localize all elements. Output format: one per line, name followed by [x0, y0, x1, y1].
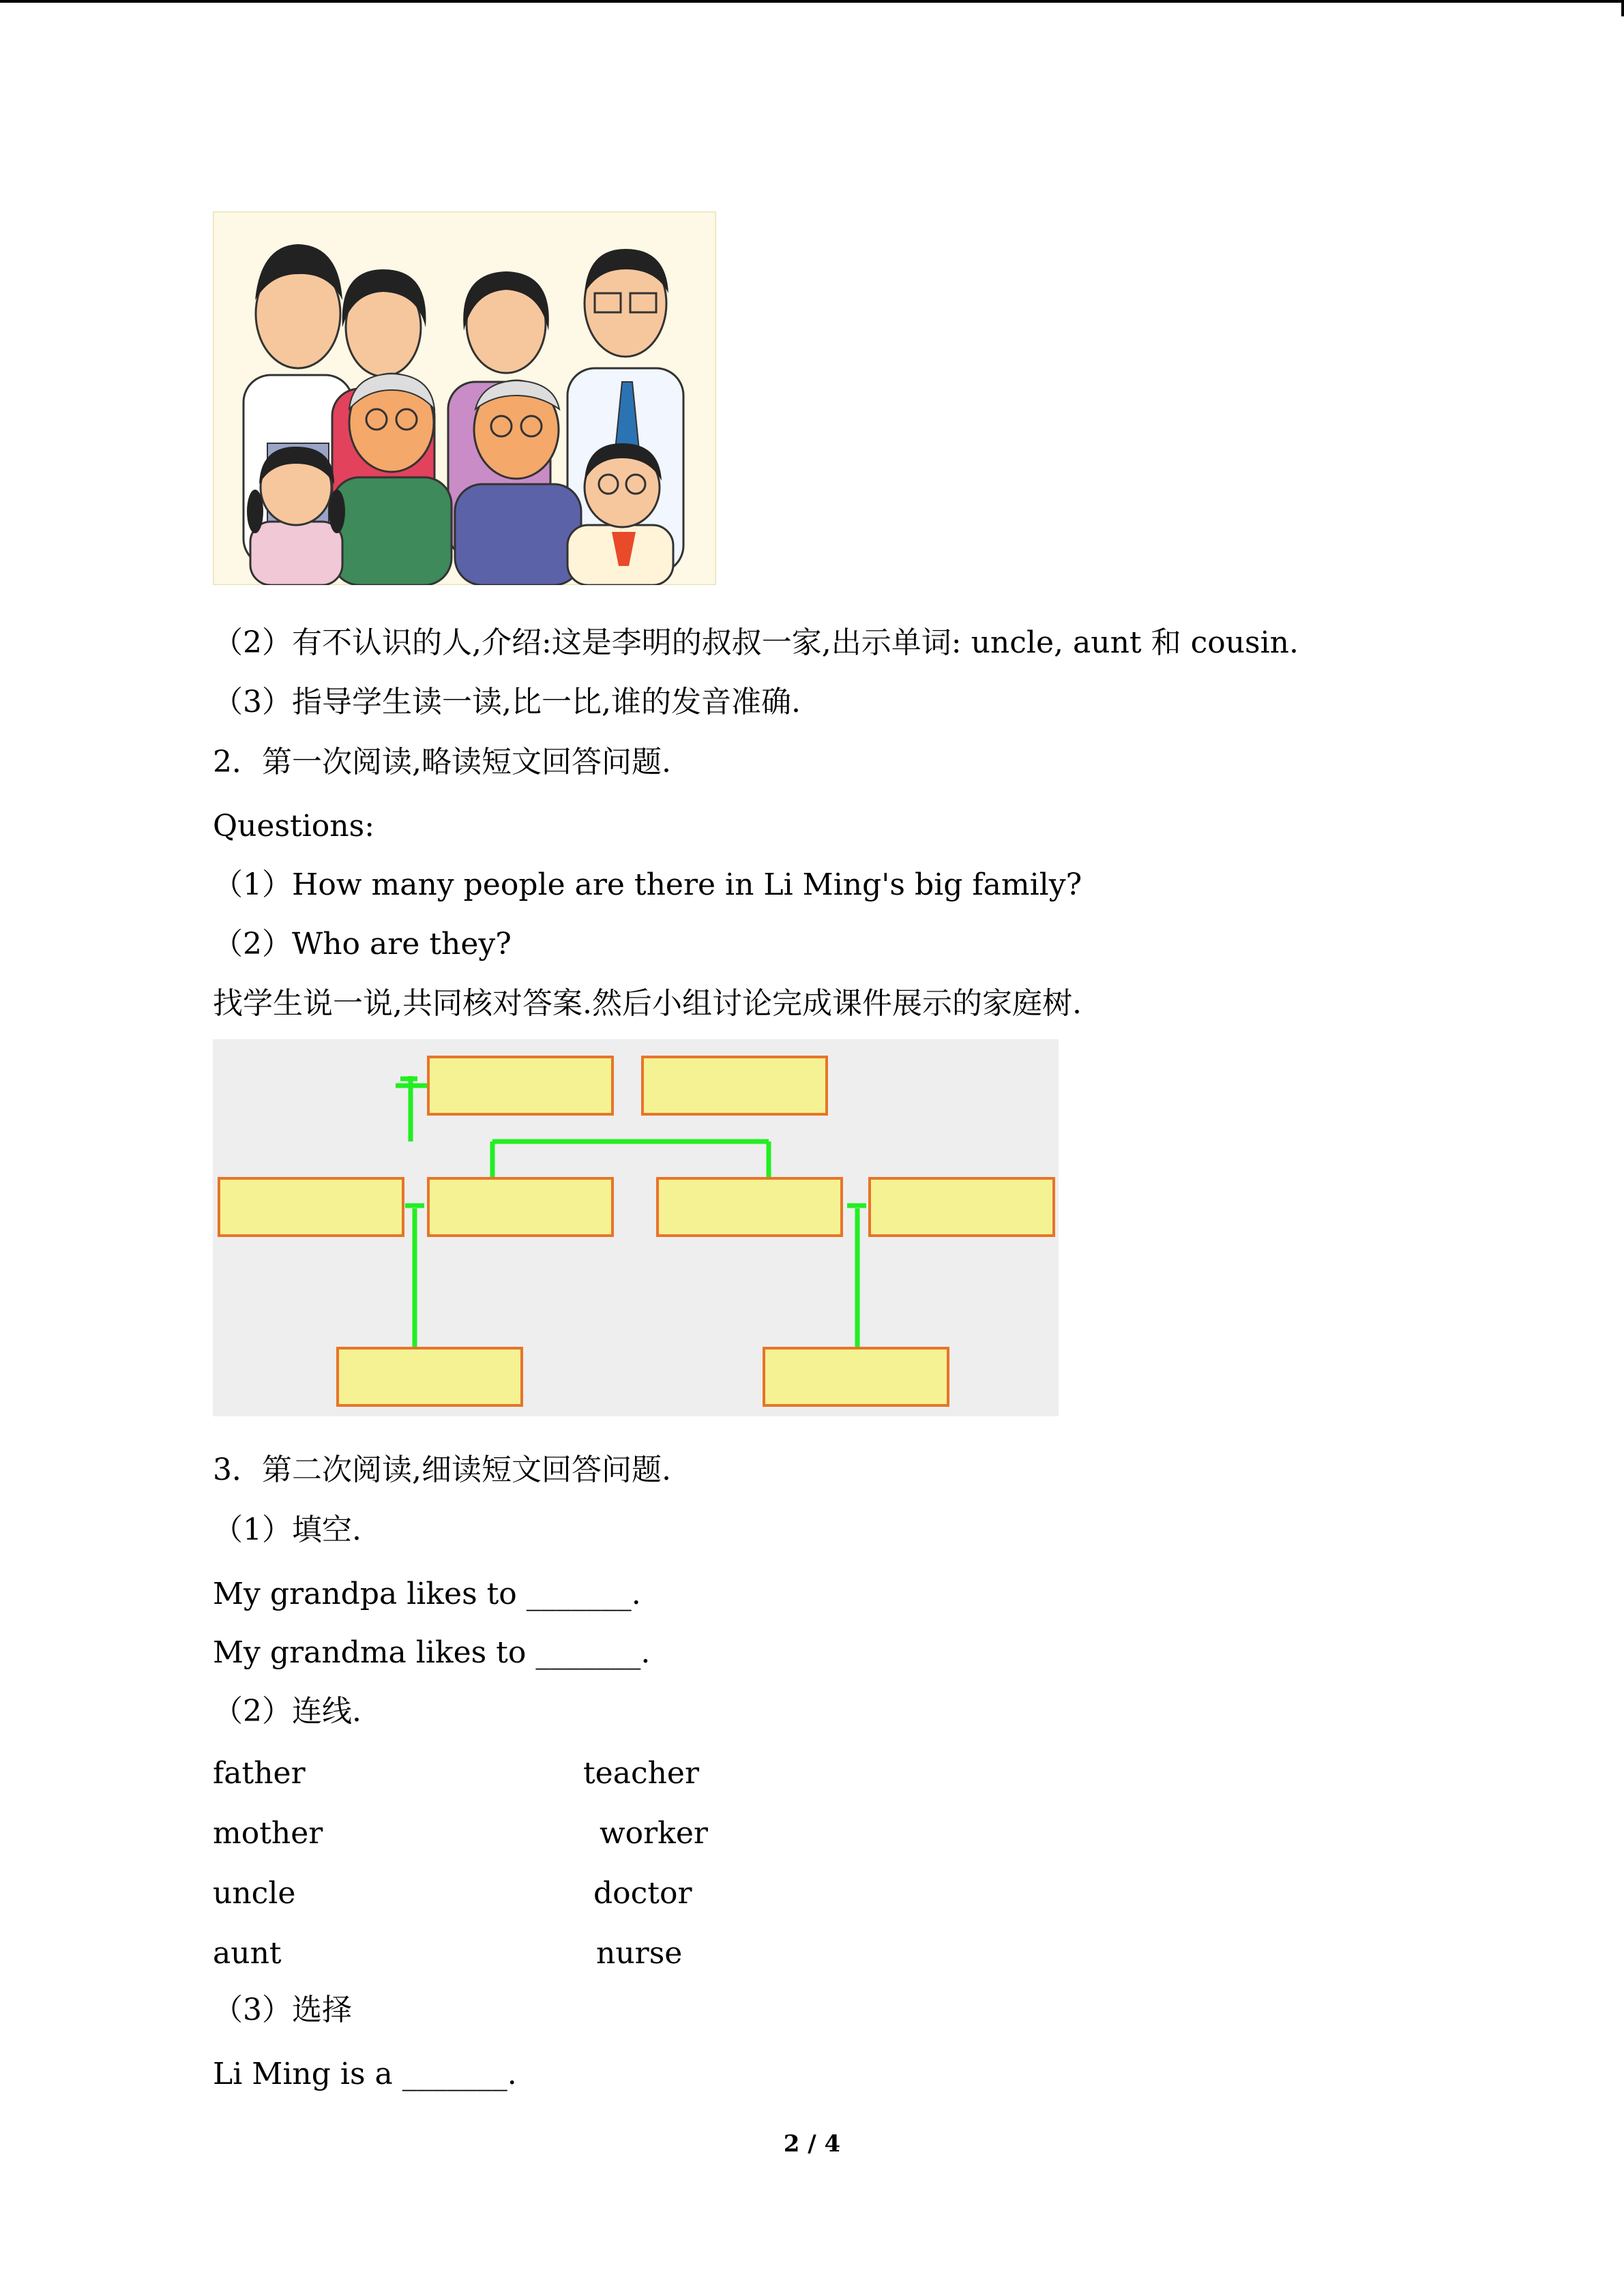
- family-illustration: [213, 211, 716, 585]
- tree-box-cousin: [338, 1348, 522, 1405]
- questions-label: Questions:: [213, 809, 375, 844]
- question-2: （2）Who are they?: [213, 927, 512, 961]
- fill-grandma: My grandma likes to _______.: [213, 1635, 651, 1670]
- section-heading-second-reading: 3．第二次阅读,细读短文回答问题.: [213, 1452, 671, 1487]
- match-left-item: father: [213, 1756, 306, 1791]
- page-number: 2 / 4: [783, 2130, 841, 2158]
- choice-li-ming: Li Ming is a _______.: [213, 2057, 517, 2091]
- match-left-item: aunt: [213, 1936, 282, 1971]
- match-left-item: mother: [213, 1816, 323, 1851]
- section-heading-first-reading: 2．第一次阅读,略读短文回答问题.: [213, 745, 671, 779]
- family-tree-diagram: [213, 1039, 1059, 1416]
- line-intro-words: （2）有不认识的人,介绍:这是李明的叔叔一家,出示单词: uncle, aunt 和 cousin.: [213, 625, 1299, 660]
- tree-box-uncle: [219, 1178, 403, 1236]
- fill-in-label: （1）填空.: [213, 1512, 361, 1547]
- match-left-item: uncle: [213, 1876, 296, 1911]
- tree-box-mother: [870, 1178, 1054, 1236]
- match-right-item: doctor: [593, 1876, 692, 1911]
- match-right-item: worker: [600, 1816, 708, 1851]
- question-1: （1）How many people are there in Li Ming's big family?: [213, 867, 1082, 902]
- line-family-tree-task: 找学生说一说,共同核对答案.然后小组讨论完成课件展示的家庭树.: [213, 986, 1082, 1021]
- matching-label: （2）连线.: [213, 1694, 361, 1729]
- choice-label: （3）选择: [213, 1993, 352, 2027]
- tree-box-aunt: [428, 1178, 612, 1236]
- tree-box-li-ming: [764, 1348, 948, 1405]
- page-top-border: [0, 0, 1624, 3]
- line-pronunciation: （3）指导学生读一读,比一比,谁的发音准确.: [213, 685, 801, 719]
- fill-grandpa: My grandpa likes to _______.: [213, 1577, 641, 1611]
- tree-box-father: [658, 1178, 842, 1236]
- grandma-figure: [332, 374, 452, 585]
- match-right-item: teacher: [583, 1756, 700, 1791]
- match-right-item: nurse: [596, 1936, 683, 1971]
- tree-box-grandma: [643, 1057, 827, 1114]
- page-corner-mark: [1621, 0, 1624, 16]
- tree-box-grandpa: [428, 1057, 612, 1114]
